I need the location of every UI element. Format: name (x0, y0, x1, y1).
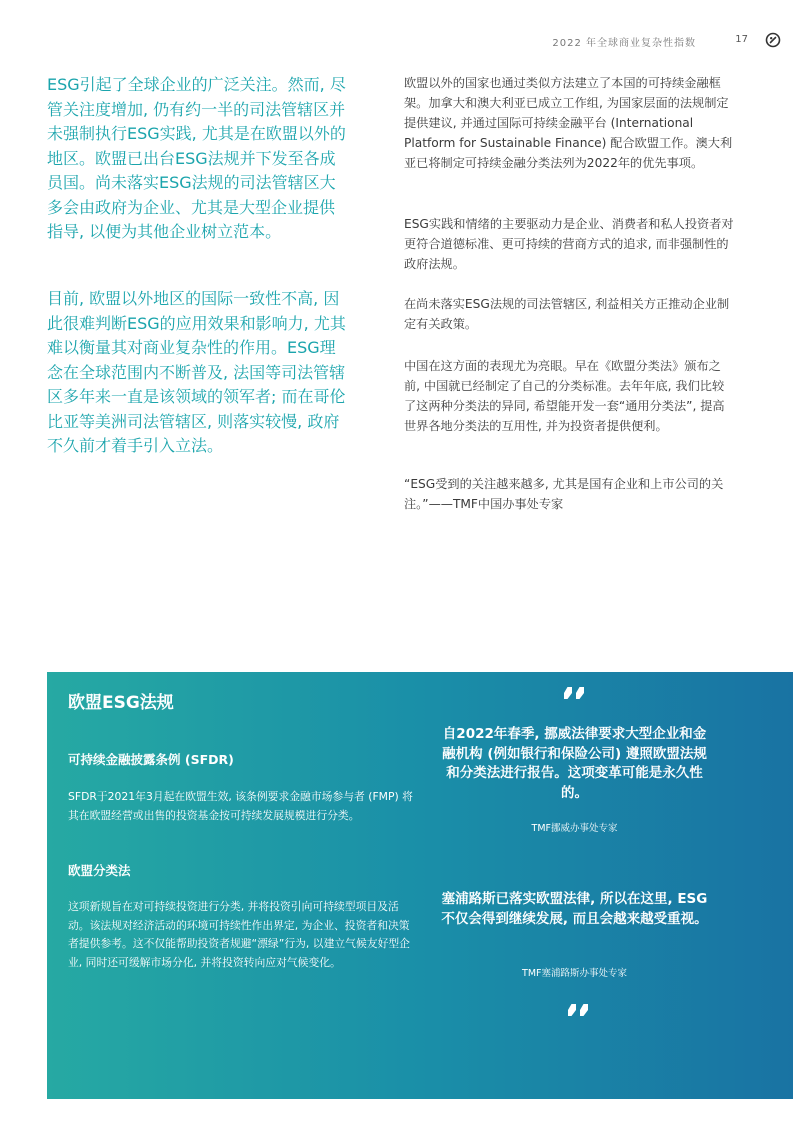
sfdr-text: SFDR于2021年3月起在欧盟生效, 该条例要求金融市场参与者 (FMP) 将其在欧盟经营或出售的投资基金按可持续发展规模进行分类。 (68, 790, 413, 822)
body-paragraph-3: 在尚未落实ESG法规的司法管辖区, 利益相关方正推动企业制定有关政策。 (404, 297, 730, 331)
panel-title: 欧盟ESG法规 (68, 693, 174, 713)
body-paragraph-2: ESG实践和情绪的主要驱动力是企业、消费者和私人投资者对更符合道德标准、更可持续的营商方式的追求, 而非强制性的政府法规。 (404, 217, 734, 271)
eu-esg-regulation-panel (47, 672, 793, 1099)
quote-mark-icon (561, 686, 587, 700)
norway-quote-attribution: TMF挪威办事处专家 (531, 823, 618, 834)
page-header (0, 34, 793, 50)
taxonomy-text: 这项新规旨在对可持续投资进行分类, 并将投资引向可持续型项目及活动。该法规对经济活动的环境可持续性作出界定, 为企业、投资者和决策者提供参考。这不仅能帮助投资者规避“漂绿”行为, 以建立气候友好型企业, 同时还可缓解市场分化, 并将投资转向应对气候变化。 (68, 900, 410, 969)
lead-paragraph-2: 目前, 欧盟以外地区的国际一致性不高, 因此很难判断ESG的应用效果和影响力, 尤其难以衡量其对商业复杂性的作用。ESG理念在全球范围内不断普及, 法国等司法管辖区多年来一直是该领域的领军者; 而在哥伦比亚等美洲司法管辖区, 则落实较慢, 政府不久前才着手引入立法。 (47, 289, 346, 455)
expert-quote-china: “ESG受到的关注越来越多, 尤其是国有企业和上市公司的关注。”——TMF中国办事处专家 (404, 477, 724, 511)
taxonomy-heading: 欧盟分类法 (68, 863, 131, 878)
lead-paragraph-1: ESG引起了全球企业的广泛关注。然而, 尽管关注度增加, 仍有约一半的司法管辖区并未强制执行ESG实践, 尤其是在欧盟以外的地区。欧盟已出台ESG法规并下发至各成员国。尚未落实ESG法规的司法管辖区大多会由政府为企业、尤其是大型企业提供指导, 以便为其他企业树立范本。 (47, 75, 346, 241)
body-paragraph-4: 中国在这方面的表现尤为亮眼。早在《欧盟分类法》颁布之前, 中国就已经制定了自己的分类标准。去年年底, 我们比较了这两种分类法的异同, 希望能开发一套“通用分类法”, 提高世界各地分类法的互用性, 并为投资者提供便利。 (404, 359, 725, 433)
cyprus-quote-attribution: TMF塞浦路斯办事处专家 (522, 968, 627, 979)
body-paragraph-1: 欧盟以外的国家也通过类似方法建立了本国的可持续金融框架。加拿大和澳大利亚已成立工作组, 为国家层面的法规制定提供建议, 并通过国际可持续金融平台 (International Platform for Sustainable Finance) 配合欧盟工作。澳大利亚已将制定可持续金融分类法列为2022年的优先事项。 (404, 76, 733, 170)
cyprus-quote: 塞浦路斯已落实欧盟法律, 所以在这里, ESG不仅会得到继续发展, 而且会越来越受重视。 (441, 891, 708, 927)
report-title: 2022 年全球商业复杂性指数 (552, 38, 696, 49)
norway-quote: 自2022年春季, 挪威法律要求大型企业和金融机构 (例如银行和保险公司) 遵照欧盟法规和分类法进行报告。这项变革可能是永久性的。 (442, 726, 707, 801)
tmf-logo-icon (765, 32, 781, 48)
page-number: 17 (735, 34, 748, 45)
quote-mark-icon (565, 1003, 591, 1017)
sfdr-heading: 可持续金融披露条例 (SFDR) (68, 752, 234, 767)
